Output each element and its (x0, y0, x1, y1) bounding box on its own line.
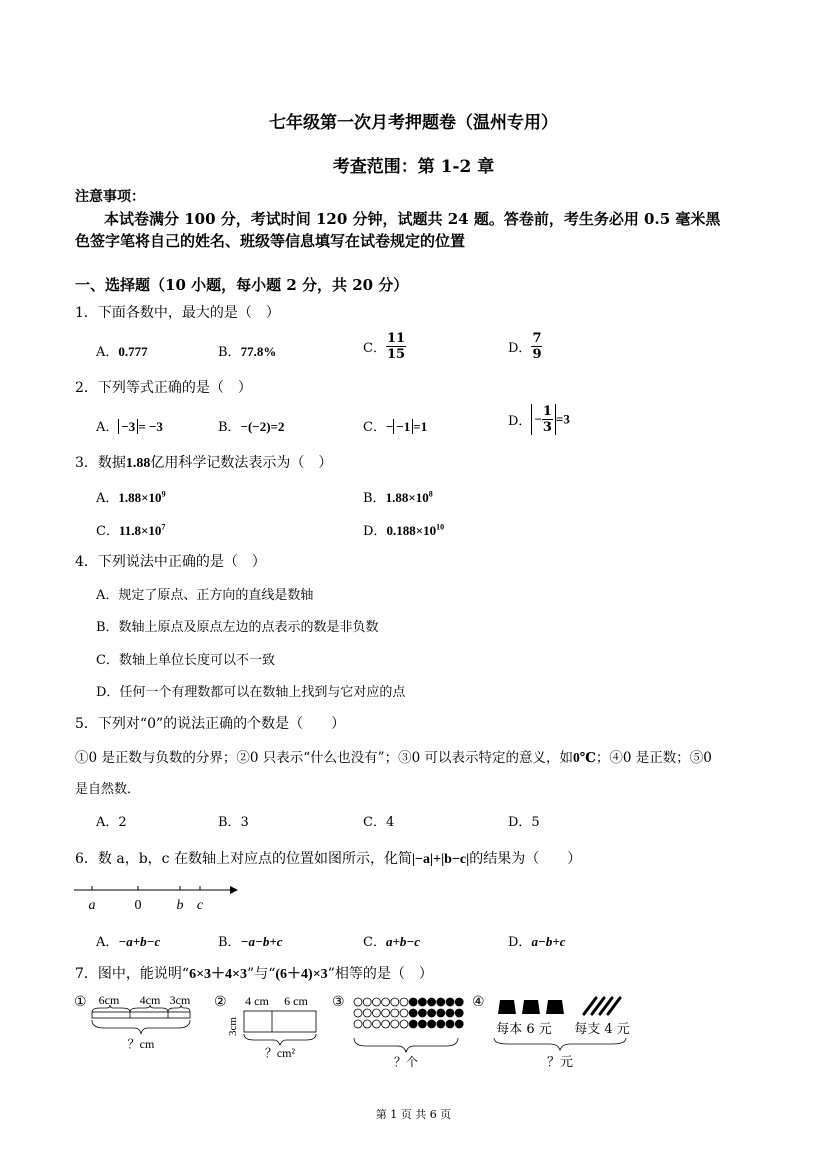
filled-circle (428, 1020, 436, 1028)
svg-text:3cm: 3cm (169, 993, 191, 1007)
q6-option-c[interactable]: C．a+b−c (363, 934, 421, 950)
filled-circle (418, 998, 426, 1006)
hollow-circle (382, 1009, 390, 1017)
notice-line-2: 色签字笔将自己的姓名、班级等信息填写在试卷规定的位置 (75, 232, 466, 250)
q2-option-a[interactable]: A． −3 = −3 (96, 419, 163, 435)
book-icon (522, 1000, 540, 1014)
question-7-stem: 7．图中，能说明“6×3＋4×3”与“(6＋4)×3”相等的是（ ） (75, 966, 433, 982)
q2-option-b[interactable]: B．−(−2)=2 (218, 419, 285, 435)
q6-option-b[interactable]: B．−a−b+c (218, 934, 283, 950)
q2-option-c[interactable]: C．− −1 =1 (363, 419, 428, 435)
hollow-circle (382, 998, 390, 1006)
hollow-circle (372, 1009, 380, 1017)
filled-circle (437, 1009, 445, 1017)
svg-text:？cm²: ？cm² (264, 1046, 296, 1060)
q4-option-b[interactable]: B．数轴上原点及原点左边的点表示的数是非负数 (96, 620, 379, 635)
hollow-circle (382, 1020, 390, 1028)
hollow-circle (363, 1020, 371, 1028)
hollow-circle (400, 1009, 408, 1017)
q5-statements-line-2: 是自然数． (75, 782, 141, 797)
filled-circle (437, 1020, 445, 1028)
q5-option-b[interactable]: B．3 (218, 815, 249, 830)
filled-circle (446, 1020, 454, 1028)
exam-scope: 考查范围：第 1-2 章 (332, 157, 495, 177)
svg-text:每本 6 元: 每本 6 元 (496, 1022, 552, 1037)
q7-figure-2[interactable] (214, 990, 324, 1060)
page-title: 七年级第一次月考押题卷（温州专用） (269, 113, 558, 133)
svg-text:？cm: ？cm (127, 1037, 155, 1051)
q4-option-d[interactable]: D．任何一个有理数都可以在数轴上找到与它对应的点 (96, 685, 406, 700)
q7-figure-1[interactable] (74, 990, 199, 1052)
q5-option-d[interactable]: D．5 (508, 815, 540, 830)
hollow-circle (363, 998, 371, 1006)
hollow-circle (391, 998, 399, 1006)
q3-option-d[interactable]: D．$0.188\times 10^{10}$ (363, 522, 445, 539)
book-icon (546, 1000, 564, 1014)
hollow-circle (391, 1020, 399, 1028)
q3-option-a[interactable]: A．$1.88\times 10^9$ (96, 489, 166, 506)
q5-option-c[interactable]: C．4 (363, 815, 395, 830)
svg-text:4 cm: 4 cm (245, 994, 269, 1008)
q7-figure-4[interactable] (472, 990, 642, 1070)
filled-circle (446, 998, 454, 1006)
filled-circle (409, 1009, 417, 1017)
svg-text:6 cm: 6 cm (284, 994, 308, 1008)
fraction: $\frac{11}{15}$ (386, 331, 406, 362)
hollow-circle (372, 998, 380, 1006)
filled-circle (446, 1009, 454, 1017)
hollow-circle (391, 1009, 399, 1017)
q1-option-a[interactable]: A．0.777 (96, 344, 148, 360)
circle-grid (354, 998, 463, 1028)
hollow-circle (400, 998, 408, 1006)
q4-option-a[interactable]: A．规定了原点、正方向的直线是数轴 (96, 588, 314, 603)
filled-circle (428, 998, 436, 1006)
q6-option-d[interactable]: D．a−b+c (508, 934, 566, 950)
hollow-circle (354, 1009, 362, 1017)
svg-text:每支 4 元: 每支 4 元 (574, 1022, 630, 1037)
page-footer: 第 1 页 共 6 页 (375, 1108, 452, 1121)
question-2-stem: 2．下列等式正确的是（ ） (75, 380, 252, 396)
hollow-circle (363, 1009, 371, 1017)
filled-circle (409, 1020, 417, 1028)
axis-label-zero: 0 (134, 898, 142, 913)
q5-statements-line-1: ①0 是正数与负数的分界；②0 只表示“什么也没有”；③0 可以表示特定的意义，如0℃；④0 是正数；⑤0 (75, 750, 712, 766)
axis-label-a: a (88, 898, 96, 913)
q1-option-b[interactable]: B．77.8% (218, 344, 277, 360)
hollow-circle (354, 998, 362, 1006)
hollow-circle (372, 1020, 380, 1028)
question-5-stem: 5．下列对“0”的说法正确的个数是（ ） (75, 716, 346, 732)
svg-text:6cm: 6cm (98, 993, 120, 1007)
question-3-stem: 3．数据1.88亿用科学记数法表示为（ ） (75, 455, 333, 471)
notice-line-1: 本试卷满分 100 分，考试时间 120 分钟，试题共 24 题。答卷前，考生务必用 0.5 毫米黑 (104, 210, 721, 228)
filled-circle (437, 998, 445, 1006)
filled-circle (409, 998, 417, 1006)
hollow-circle (354, 1020, 362, 1028)
axis-label-b: b (176, 898, 184, 913)
filled-circle (455, 998, 463, 1006)
q6-option-a[interactable]: A．−a+b−c (96, 934, 161, 950)
svg-text:？元: ？元 (546, 1055, 574, 1070)
svg-text:①: ① (74, 994, 87, 1010)
fraction: $\frac{7}{9}$ (532, 331, 542, 362)
q5-option-a[interactable]: A．2 (96, 815, 127, 830)
svg-text:②: ② (214, 994, 227, 1010)
q2-option-d[interactable]: D． − $\frac{1}{3}$ =3 (508, 404, 570, 435)
svg-text:？个: ？个 (393, 1055, 419, 1069)
section-heading: 一、选择题（10 小题，每小题 2 分，共 20 分） (75, 276, 409, 294)
number-line-figure (70, 880, 240, 916)
book-icon (498, 1000, 516, 1014)
pen-icons (584, 998, 620, 1014)
svg-text:3cm: 3cm (227, 1017, 239, 1036)
q4-option-c[interactable]: C．数轴上单位长度可以不一致 (96, 653, 275, 668)
q7-figure-3[interactable] (332, 990, 472, 1070)
filled-circle (418, 1020, 426, 1028)
filled-circle (455, 1020, 463, 1028)
question-1-stem: 1．下面各数中，最大的是（ ） (75, 305, 280, 321)
q1-option-d[interactable]: D． $\frac{7}{9}$ (508, 331, 542, 362)
filled-circle (418, 1009, 426, 1017)
filled-circle (428, 1009, 436, 1017)
svg-text:③: ③ (332, 994, 345, 1010)
q3-option-b[interactable]: B．$1.88\times 10^8$ (363, 489, 433, 506)
q1-option-c[interactable]: C． $\frac{11}{15}$ (363, 331, 406, 362)
q3-option-c[interactable]: C．$11.8\times 10^7$ (96, 522, 166, 539)
svg-text:④: ④ (472, 994, 485, 1010)
axis-label-c: c (196, 898, 204, 913)
filled-circle (455, 1009, 463, 1017)
question-6-stem: 6．数 a，b，c 在数轴上对应点的位置如图所示，化简|−a|+|b−c|的结果为（ ） (75, 851, 582, 867)
hollow-circle (400, 1020, 408, 1028)
question-4-stem: 4．下列说法中正确的是（ ） (75, 554, 266, 570)
svg-text:4cm: 4cm (139, 993, 161, 1007)
notice-heading: 注意事项： (75, 189, 145, 205)
